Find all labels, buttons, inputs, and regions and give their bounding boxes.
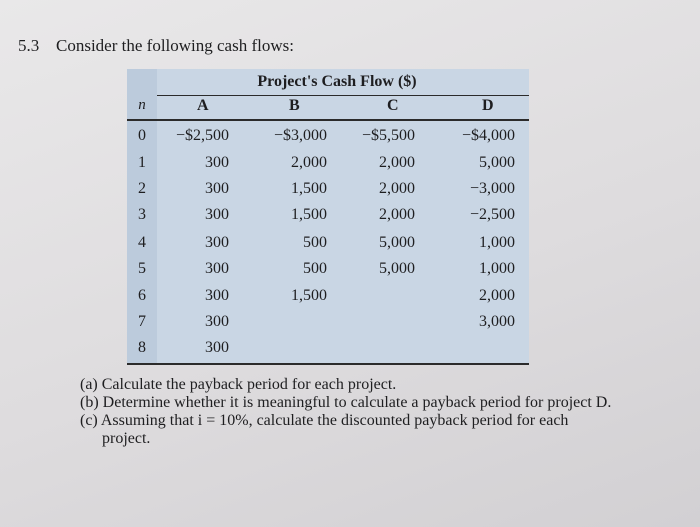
question-a: (a) Calculate the payback period for each project. <box>80 376 397 393</box>
cell-c: 2,000 <box>379 206 415 223</box>
cell-d: 5,000 <box>479 154 515 171</box>
cell-a: 300 <box>205 180 229 197</box>
cash-flow-table <box>127 69 529 365</box>
question-b: (b) Determine whether it is meaningful to calculate a payback period for project D. <box>80 394 612 411</box>
cell-a: 300 <box>205 313 229 330</box>
cell-n: 4 <box>138 234 146 251</box>
cell-b: 500 <box>303 260 327 277</box>
cell-d: −3,000 <box>469 180 515 197</box>
problem-header <box>18 36 294 56</box>
question-c-line2: project. <box>102 430 151 447</box>
cell-a: 300 <box>205 339 229 356</box>
column-header-d: D <box>482 97 494 114</box>
column-header-b: B <box>289 97 300 114</box>
cell-b: 1,500 <box>291 206 327 223</box>
cell-c: 5,000 <box>379 260 415 277</box>
cell-n: 2 <box>138 180 146 197</box>
cell-b: 2,000 <box>291 154 327 171</box>
cell-c: 2,000 <box>379 180 415 197</box>
cell-a: 300 <box>205 234 229 251</box>
cell-b: 500 <box>303 234 327 251</box>
cell-d: −2,500 <box>469 206 515 223</box>
problem-text: Consider the following cash flows: <box>56 36 294 55</box>
cell-d: 2,000 <box>479 287 515 304</box>
cell-c: −$5,500 <box>361 127 415 144</box>
table-bottom-rule <box>127 363 529 365</box>
cell-a: 300 <box>205 287 229 304</box>
cell-n: 0 <box>138 127 146 144</box>
question-list <box>80 376 611 448</box>
question-c <box>80 412 611 448</box>
table-caption: Project's Cash Flow ($) <box>257 73 417 90</box>
cell-d: 3,000 <box>479 313 515 330</box>
question-c-line1: (c) Assuming that i = 10%, calculate the discounted payback period for each <box>80 412 569 429</box>
cell-n: 6 <box>138 287 146 304</box>
cell-d: −$4,000 <box>461 127 515 144</box>
column-header-a: A <box>197 97 209 114</box>
column-header-c: C <box>387 97 399 114</box>
cell-a: 300 <box>205 260 229 277</box>
cell-n: 7 <box>138 313 146 330</box>
problem-number: 5.3 <box>18 36 40 55</box>
cell-a: −$2,500 <box>175 127 229 144</box>
cell-b: 1,500 <box>291 287 327 304</box>
caption-rule <box>157 95 529 96</box>
cell-n: 1 <box>138 154 146 171</box>
cell-n: 5 <box>138 260 146 277</box>
cell-n: 8 <box>138 339 146 356</box>
cell-c: 2,000 <box>379 154 415 171</box>
cell-b: 1,500 <box>291 180 327 197</box>
cell-d: 1,000 <box>479 234 515 251</box>
cell-a: 300 <box>205 154 229 171</box>
cell-a: 300 <box>205 206 229 223</box>
cell-n: 3 <box>138 206 146 223</box>
column-header-n: n <box>138 97 146 113</box>
cell-d: 1,000 <box>479 260 515 277</box>
cell-b: −$3,000 <box>273 127 327 144</box>
header-rule <box>127 119 529 121</box>
cell-c: 5,000 <box>379 234 415 251</box>
